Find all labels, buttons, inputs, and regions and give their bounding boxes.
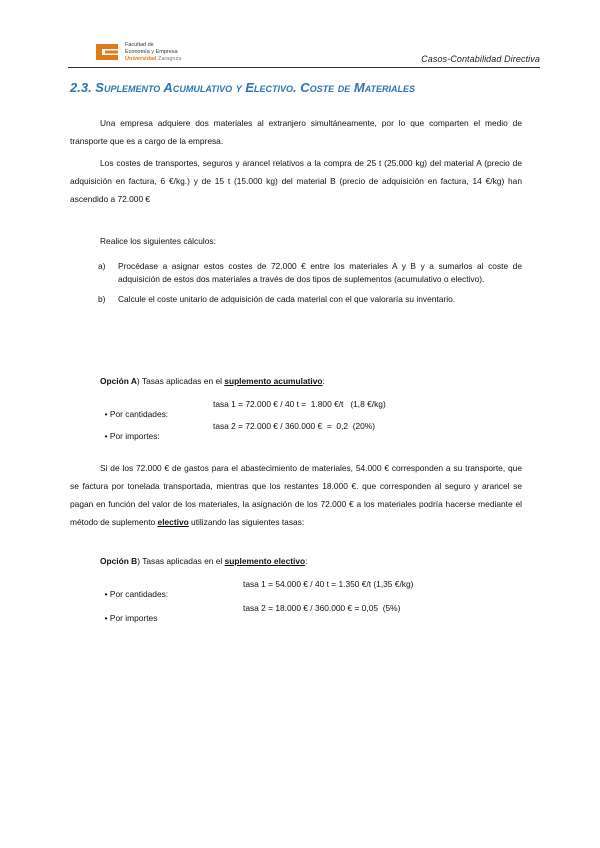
list-item xyxy=(98,293,522,306)
task-list xyxy=(98,260,522,306)
option-b-middle: ) Tasas aplicadas en el xyxy=(137,556,225,566)
rate-value: tasa 2 = 18.000 € / 360.000 € = 0,05 (5%) xyxy=(243,603,401,613)
paragraph-instructions xyxy=(70,232,522,250)
rate-value: tasa 1 = 54.000 € / 40 t = 1.350 €/t (1,35 €/kg) xyxy=(243,579,414,589)
rate-value: tasa 1 = 72.000 € / 40 t = 1.800 €/t (1,8 €/kg) xyxy=(213,399,386,409)
option-b-label: Opción B xyxy=(100,556,138,566)
paragraph-costs xyxy=(70,154,522,208)
option-a-end: : xyxy=(322,376,325,386)
option-b-row-amounts xyxy=(100,603,401,633)
logo-text xyxy=(125,42,181,63)
header-course-title: Casos-Contabilidad Directiva xyxy=(421,54,540,64)
option-a-label: Opción A xyxy=(100,376,137,386)
paragraph-elective xyxy=(70,459,522,531)
logo-mark-icon xyxy=(94,40,120,64)
list-marker: a) xyxy=(98,261,106,271)
paragraph-elective-text: Si de los 72.000 € de gastos para el abastecimiento de materiales, 54.000 € corresponden a su transporte, que se factura por tonelada transportada, mientras que los restantes 18.000 €. que corresponden al seguro y arancel se pagan en función del valor de los materiales, la asignación de los 72.000 € a los materiales podría hacerse mediante el método de suplemento xyxy=(70,463,522,527)
rate-value: tasa 2 = 72.000 € / 360.000 € = 0,2 (20%) xyxy=(213,421,376,431)
list-item-text: Calcule el coste unitario de adquisición de cada material con el que valoraría su inventario. xyxy=(118,294,456,304)
logo-line-2: Economía y Empresa xyxy=(125,48,178,55)
rate-label: • Por importes xyxy=(104,613,158,623)
list-item-text: Procédase a asignar estos costes de 72.000 € entre los materiales A y B y a sumarlos al coste de adquisición de estos dos materiales a través de dos tipos de suplementos (acumulativo o electivo). xyxy=(118,261,522,284)
option-a-method: suplemento acumulativo xyxy=(224,376,323,386)
paragraph-elective-emphasis: electivo xyxy=(157,517,189,527)
paragraph-intro-text: Una empresa adquiere dos materiales al extranjero simultáneamente, por lo que comparten el medio de transporte que es a cargo de la empresa. xyxy=(70,118,522,146)
logo-university: Universidad xyxy=(125,55,157,62)
option-a-heading xyxy=(100,376,325,386)
paragraph-intro xyxy=(70,114,522,150)
paragraph-elective-tail: utilizando las siguientes tasas: xyxy=(188,517,305,527)
rate-label: • Por cantidades: xyxy=(104,589,169,599)
rate-label: • Por cantidades: xyxy=(104,409,169,419)
option-a-middle: ) Tasas aplicadas en el xyxy=(136,376,225,386)
paragraph-instructions-text: Realice los siguientes cálculos: xyxy=(100,236,216,246)
paragraph-costs-text: Los costes de transportes, seguros y arancel relativos a la compra de 25 t (25.000 kg) del material A (precio de adquisición en factura, 6 €/kg.) y de 15 t (15.000 kg) del material B (precio de adquisición en factura, 14 €/kg) han ascendido a 72.000 € xyxy=(70,158,522,204)
header-divider xyxy=(68,67,540,68)
list-marker: b) xyxy=(98,294,106,304)
logo-university-suffix: Zaragoza xyxy=(158,55,182,62)
option-b-method: suplemento electivo xyxy=(224,556,306,566)
option-b-heading xyxy=(100,556,307,566)
section-title xyxy=(70,80,415,95)
rate-label: • Por importes: xyxy=(104,431,160,441)
section-title-text: 2.3. Suplemento Acumulativo y Electivo. Coste de Materiales xyxy=(70,80,416,95)
option-b-end: : xyxy=(305,556,308,566)
page-header xyxy=(0,0,600,70)
logo-line-3 xyxy=(125,56,181,63)
university-logo xyxy=(94,38,224,66)
option-a-row-amounts xyxy=(100,421,376,451)
logo-line-1: Facultad de xyxy=(125,41,154,48)
list-item xyxy=(98,260,522,285)
